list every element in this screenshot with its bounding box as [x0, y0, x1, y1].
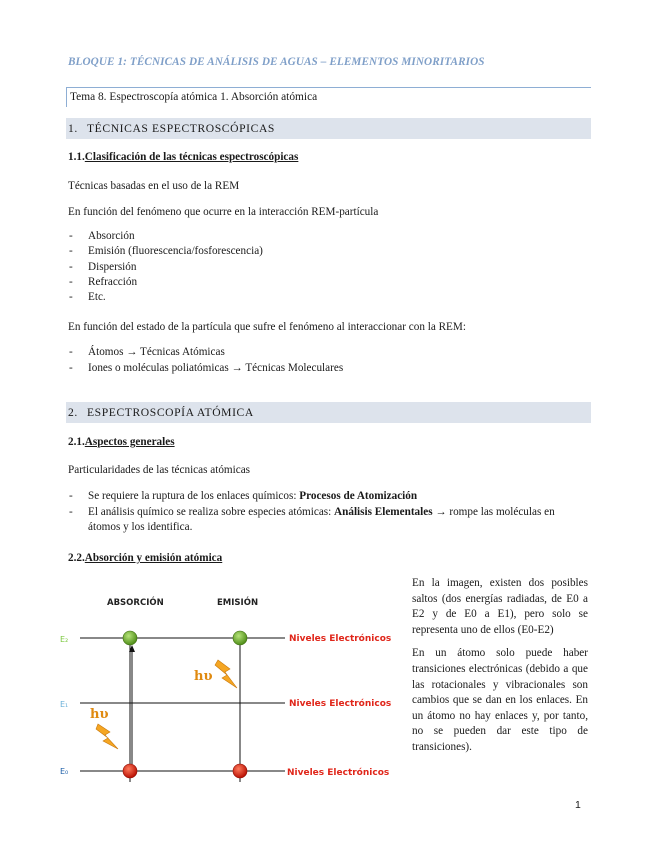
- particle-state-list: [68, 345, 588, 376]
- lightning-icon: [215, 660, 237, 688]
- paragraph: En la imagen, existen dos posibles saltos (dos energías radiadas, de E0 a E2 y de E0 a E1), pero solo se representa uno de ellos (E0-E2): [412, 577, 588, 636]
- arrow-icon: →: [231, 361, 243, 374]
- section-number: 2.: [68, 406, 78, 419]
- emission-column-title: EMISIÓN: [217, 598, 259, 608]
- list-item: - Se requiere la ruptura de los enlaces químicos: Procesos de Atomización: [68, 489, 588, 505]
- paragraph: En un átomo solo puede haber transiciones electrónicas (debido a que las rotacionales y vibracionales son cambios que se dan en los enlaces. En un átomo no hay enlaces y, por tanto, no se pueden dar este tipo de transiciones).: [412, 647, 588, 753]
- section-2-heading: [66, 402, 591, 423]
- list-item: - El análisis químico se realiza sobre especies atómicas: Análisis Elementales → rompe las moléculas en átomos y los identifica.: [68, 505, 588, 536]
- list-item: - Átomos → Técnicas Atómicas: [68, 345, 588, 361]
- subsection-number: 2.2.: [68, 552, 85, 564]
- section-title: TÉCNICAS ESPECTROSCÓPICAS: [87, 122, 275, 135]
- list-item: - Refracción: [68, 275, 588, 290]
- subsection-title: Clasificación de las técnicas espectroscópicas: [84, 151, 299, 163]
- list-item: - Emisión (fluorescencia/fosforescencia): [68, 244, 588, 259]
- energy-level-diagram: [60, 592, 400, 787]
- phenomena-list: [68, 229, 588, 305]
- document-header-title: BLOQUE 1: TÉCNICAS DE ANÁLISIS DE AGUAS – ELEMENTOS MINORITARIOS: [68, 56, 485, 68]
- list-item: - Absorción: [68, 229, 588, 244]
- subsection-number: 2.1.: [68, 436, 85, 448]
- level-label-e1: Niveles Electrónicos: [289, 699, 392, 709]
- page-number: 1: [575, 799, 581, 811]
- level-label-e2: Niveles Electrónicos: [289, 634, 392, 644]
- list-item: - Etc.: [68, 290, 588, 305]
- electron-e2-emission: [233, 631, 247, 645]
- subsection-2-2-heading: [68, 552, 222, 564]
- electron-e0-emission: [233, 764, 247, 778]
- level-tag-e1: E₁: [60, 700, 69, 709]
- topic-title: Tema 8. Espectroscopía atómica 1. Absorción atómica: [66, 87, 591, 107]
- list-item: - Dispersión: [68, 260, 588, 275]
- subsection-title: Absorción y emisión atómica: [84, 552, 223, 564]
- atomic-particularities-list: [68, 489, 588, 536]
- paragraph: Particularidades de las técnicas atómicas: [68, 464, 251, 476]
- subsection-1-1-heading: [68, 151, 298, 163]
- photon-label-absorption: hυ: [90, 707, 109, 722]
- level-tag-e2: E₂: [60, 635, 69, 644]
- subsection-2-1-heading: [68, 436, 175, 448]
- electron-e0-absorption: [123, 764, 137, 778]
- section-number: 1.: [68, 122, 78, 135]
- level-label-e0: Niveles Electrónicos: [287, 768, 390, 778]
- subsection-number: 1.1.: [68, 151, 85, 163]
- list-item: - Iones o moléculas poliatómicas → Técnicas Moleculares: [68, 361, 588, 377]
- paragraph: En función del estado de la partícula que sufre el fenómeno al interaccionar con la REM:: [68, 321, 466, 333]
- section-title: ESPECTROSCOPÍA ATÓMICA: [87, 406, 254, 419]
- absorption-column-title: ABSORCIÓN: [107, 598, 164, 608]
- subsection-title: Aspectos generales: [84, 436, 175, 448]
- diagram-explanation: [412, 576, 588, 764]
- arrow-icon: →: [126, 346, 138, 358]
- level-tag-e0: E₀: [60, 767, 69, 776]
- section-1-heading: [66, 118, 591, 139]
- paragraph: Técnicas basadas en el uso de la REM: [68, 180, 240, 192]
- paragraph: En función del fenómeno que ocurre en la interacción REM-partícula: [68, 206, 379, 218]
- photon-label-emission: hυ: [194, 669, 213, 684]
- lightning-icon: [96, 724, 118, 749]
- electron-e2-absorption: [123, 631, 137, 645]
